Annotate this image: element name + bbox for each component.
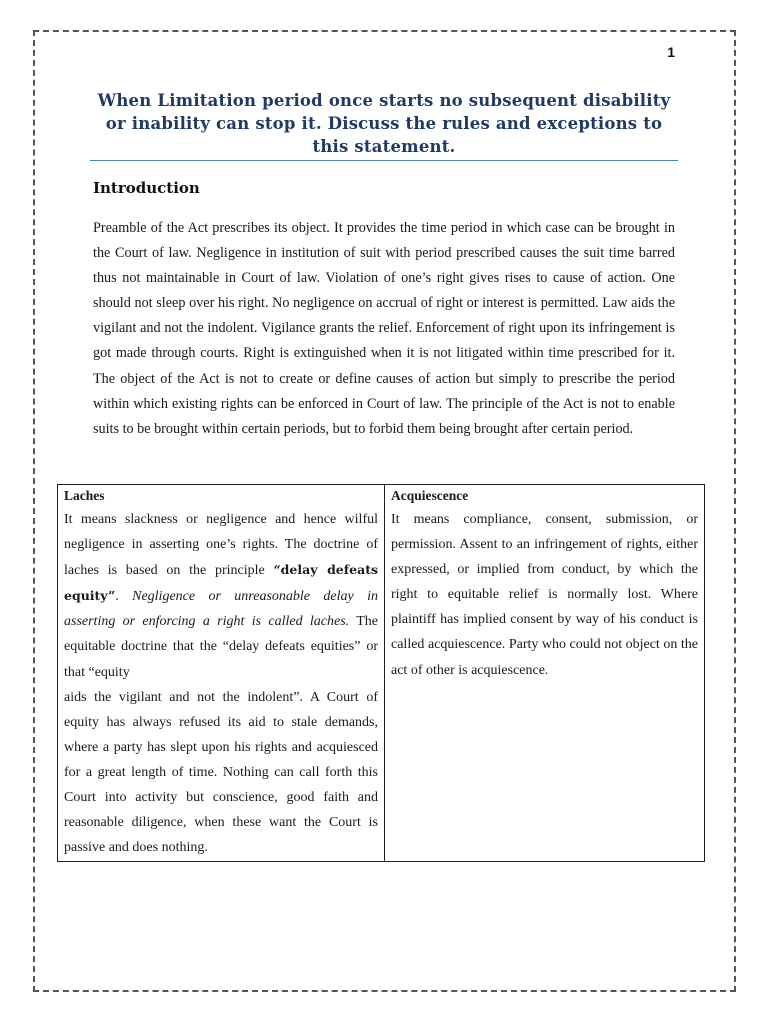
laches-text-4: aids the vigilant and not the indolent”. A Court of equity has always refused its aid to stale demands, where a party has slept upon his rights and acquiesced for a great length of time. Nothing can call forth this Court into activity but conscience, good faith and reasonable diligence, when these want the Court is passive and does nothing. [64,689,378,856]
acquiescence-heading: Acquiescence [391,488,469,503]
laches-text-1: It means slackness or negligence and hence wilful negligence in asserting one’s rights. The doctrine of laches is based on the principle [64,512,378,579]
laches-definition: Negligence or unreasonable delay in asserting or enforcing a right is called laches. [64,589,378,630]
acquiescence-paragraph: It means compliance, consent, submission, or permission. Assent to an infringement of rights, either expressed, or implied from conduct, by which the right to equitable relief is normally lost. Where plaintiff has implied consent by way of his conduct is called acquiescence. Party who could not object on the act of other is acquiescence. [391,512,698,678]
acquiescence-column [385,485,704,861]
laches-text-2: . [115,589,133,605]
title-divider [90,160,678,161]
document-title: When Limitation period once starts no subsequent disability or inability can stop it. Discuss the rules and exceptions to this statement. [97,91,671,156]
section-heading-introduction: Introduction [93,179,200,197]
laches-text-3: The equitable doctrine that the “delay defeats equities” or that “equity [64,614,378,680]
laches-heading: Laches [64,488,105,503]
laches-principle-term: “delay defeats equity” [64,562,379,604]
page-number: 1 [667,44,675,60]
comparison-table [57,484,705,862]
laches-column [58,485,385,861]
introduction-paragraph: Preamble of the Act prescribes its object. It provides the time period in which case can be brought in the Court of law. Negligence in institution of suit with period prescribed causes the suit time barred thus not maintainable in Court of law. Violation of one’s right gives rises to cause of action. One should not sleep over his right. No negligence on accrual of right or interest is permitted. Law aids the vigilant and not the indolent. Vigilance grants the relief. Enforcement of right upon its infringement is got made through courts. Right is extinguished when it is not litigated within time prescribed for it. The object of the Act is not to create or define causes of action but simply to prescribe the period within which existing rights can be enforced in Court of law. The principle of the Act is not to enable suits to be brought within certain periods, but to forbid them being brought after certain period. [93,220,675,437]
laches-paragraph [64,507,378,860]
